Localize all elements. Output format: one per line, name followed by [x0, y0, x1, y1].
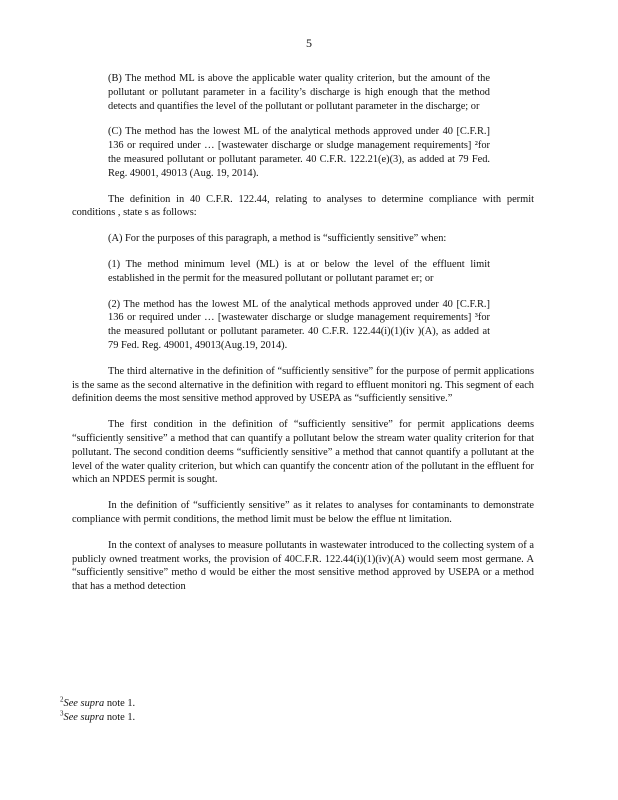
body-paragraph: The first condition in the definition of “sufficiently sensitive” for permit applications deems “sufficiently sensitive” a method that can quantify a pollutant below the stream water quality criterion for that pollutant. The second condition deems “sufficiently sensitive” a method that cannot quantify a pollutant at the level of the water quality criterion, but which can quantify the concentr ation of the pollutant in the effluent for which an NPDES permit is sought.: [72, 419, 534, 486]
body-paragraph: In the context of analyses to measure pollutants in wastewater introduced to the collecting system of a publicly owned treatment works, the provision of 40C.F.R. 122.44(i)(1)(iv)(A) would seem most germane. A “sufficiently sensitive” metho d would be either the most sensitive method approved by USEPA or a method that has a method detection: [72, 539, 534, 593]
footnote-see: See: [63, 712, 78, 723]
body-paragraph: In the definition of “sufficiently sensitive” as it relates to analyses for contaminants to demonstrate compliance with permit conditions, the method limit must be below the efflue nt limitation.: [72, 500, 534, 525]
footnote-text: note 1.: [106, 712, 136, 723]
footnote-supra: supra: [80, 698, 105, 709]
document-body: [72, 72, 534, 606]
body-paragraph: The definition in 40 C.F.R. 122.44, relating to analyses to determine compliance with permit conditions , state s as follows:: [72, 193, 534, 219]
footnote-see: See: [63, 698, 78, 709]
footnote-text: note 1.: [106, 698, 136, 709]
footnote-marker: 3: [60, 709, 64, 718]
quoted-clause-2: (2) The method has the lowest ML of the analytical methods approved under 40 [C.F.R.] 136 or required under … [wastewater discharge or sludge management requirements] ³for the measured pollutant or pollutant parameter. 40 C.F.R. 122.44(i)(1)(iv )(A), as added at 79 Fed. Reg. 49001, 49013(Aug.19, 2014).: [108, 298, 490, 351]
footnote-supra: supra: [80, 712, 105, 723]
footnotes: [60, 697, 540, 725]
footnote: [60, 697, 540, 711]
quoted-clause-c: (C) The method has the lowest ML of the analytical methods approved under 40 [C.F.R.] 136 or required under … [wastewater discharge or sludge management requirements] ²for the measured pollutant or pollutant parameter. 40 C.F.R. 122.21(e)(3), as added at 79 Fed. Reg. 49001, 49013 (Aug. 19, 2014).: [108, 126, 490, 179]
page-number: 5: [306, 36, 312, 50]
quoted-clause-1: (1) The method minimum level (ML) is at or below the level of the effluent limit established in the permit for the measured pollutant or pollutant paramet er; or: [108, 258, 490, 284]
footnote-marker: 2: [60, 695, 64, 704]
footnote: [60, 711, 540, 725]
body-paragraph: The third alternative in the definition of “sufficiently sensitive” for the purpose of permit applications is the same as the second alternative in the definition with regard to effluent monitori ng. This segment of each definition deems the most sensitive method approved by USEPA as “sufficiently sensitive.”: [72, 365, 534, 405]
quoted-clause-b: (B) The method ML is above the applicable water quality criterion, but the amount of the pollutant or pollutant parameter in a facility’s discharge is high enough that the method detects and quantifies the level of the pollutant or pollutant parameter in the discharge; or: [108, 73, 490, 112]
quoted-clause-a: (A) For the purposes of this paragraph, a method is “sufficiently sensitive” when:: [108, 233, 447, 245]
